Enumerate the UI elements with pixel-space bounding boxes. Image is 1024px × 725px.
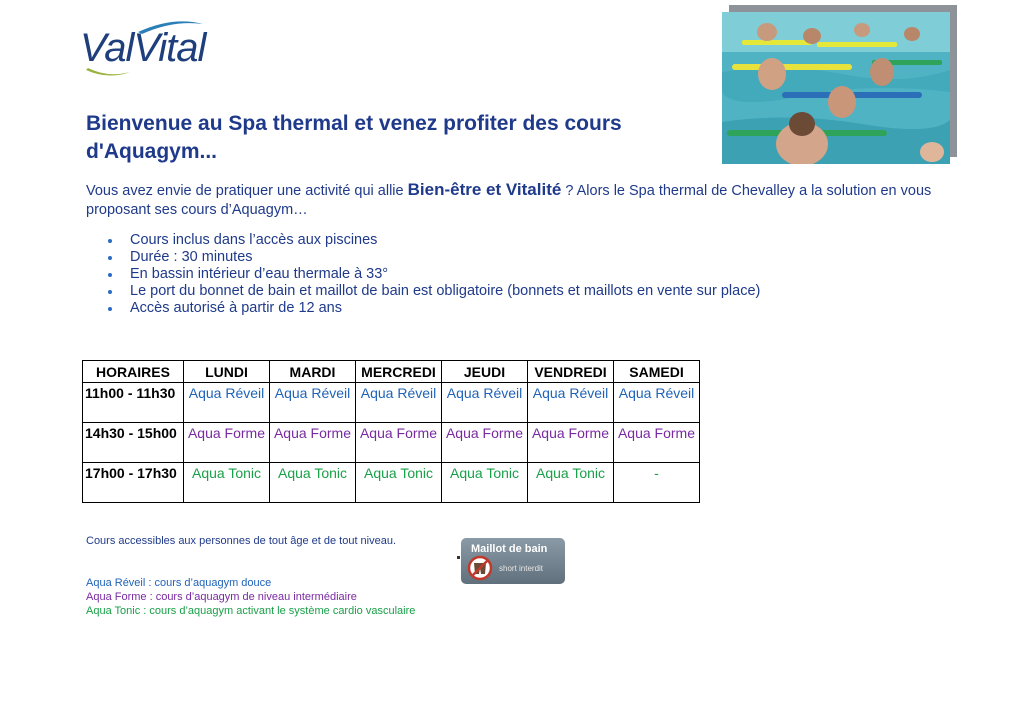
bullet-icon (108, 239, 112, 243)
class-cell: Aqua Réveil (184, 383, 270, 423)
class-cell: Aqua Tonic (270, 463, 356, 503)
class-cell: Aqua Réveil (270, 383, 356, 423)
class-legend (86, 576, 415, 618)
intro-text-start: Vous avez envie de pratiquer une activité qui allie (86, 183, 408, 199)
time-cell: 11h00 - 11h30 (83, 383, 184, 423)
valvital-logo (78, 14, 208, 84)
logo-text: ValVital (80, 26, 206, 70)
class-cell: Aqua Forme (270, 423, 356, 463)
time-cell: 17h00 - 17h30 (83, 463, 184, 503)
class-cell: Aqua Tonic (184, 463, 270, 503)
table-row (83, 423, 700, 463)
table-row (83, 383, 700, 423)
list-item: Cours inclus dans l’accès aux piscines (108, 232, 760, 249)
table-header-row (83, 361, 700, 383)
badge-title: Maillot de bain (471, 543, 548, 555)
class-cell: Aqua Forme (614, 423, 700, 463)
bullet-icon (108, 273, 112, 277)
class-cell: Aqua Réveil (356, 383, 442, 423)
class-cell: - (614, 463, 700, 503)
class-cell: Aqua Forme (184, 423, 270, 463)
class-cell: Aqua Réveil (614, 383, 700, 423)
access-note: Cours accessibles aux personnes de tout âge et de tout niveau. (86, 535, 397, 547)
class-cell: Aqua Réveil (528, 383, 614, 423)
list-item: Durée : 30 minutes (108, 249, 760, 266)
header-vendredi: VENDREDI (528, 361, 614, 383)
header-jeudi: JEUDI (442, 361, 528, 383)
legend-item-reveil: Aqua Réveil : cours d’aquagym douce (86, 577, 272, 589)
time-cell: 14h30 - 15h00 (83, 423, 184, 463)
list-item: En bassin intérieur d’eau thermale à 33° (108, 266, 760, 283)
class-cell: Aqua Forme (528, 423, 614, 463)
swimwear-badge (461, 538, 565, 584)
intro-text-end: ? Alors le Spa thermal de Chevalley a la solution en vous proposant ses cours d’Aquagym… (86, 183, 932, 218)
legend-item-forme: Aqua Forme : cours d’aquagym de niveau intermédiaire (86, 591, 357, 603)
class-cell: Aqua Forme (442, 423, 528, 463)
header-mercredi: MERCREDI (356, 361, 442, 383)
class-cell: Aqua Forme (356, 423, 442, 463)
header-mardi: MARDI (270, 361, 356, 383)
list-item: Le port du bonnet de bain et maillot de bain est obligatoire (bonnets et maillots en vente sur place) (108, 283, 760, 300)
intro-paragraph (86, 180, 956, 220)
list-item: Accès autorisé à partir de 12 ans (108, 300, 760, 317)
table-row (83, 463, 700, 503)
bullet-icon (108, 307, 112, 311)
aquagym-photo (722, 12, 950, 164)
bullet-icon (457, 556, 460, 559)
badge-subtitle: short interdit (499, 564, 544, 573)
info-list (108, 232, 760, 317)
header-samedi: SAMEDI (614, 361, 700, 383)
no-shorts-icon (467, 555, 493, 581)
bullet-icon (108, 256, 112, 260)
class-cell: Aqua Réveil (442, 383, 528, 423)
header-horaires: HORAIRES (83, 361, 184, 383)
header-lundi: LUNDI (184, 361, 270, 383)
schedule-table (82, 360, 700, 503)
intro-highlight: Bien-être et Vitalité (407, 180, 562, 199)
legend-item-tonic: Aqua Tonic : cours d’aquagym activant le système cardio vasculaire (86, 605, 416, 617)
page-title: Bienvenue au Spa thermal et venez profiter des cours d'Aquagym... (86, 112, 622, 163)
bullet-icon (108, 290, 112, 294)
class-cell: Aqua Tonic (442, 463, 528, 503)
class-cell: Aqua Tonic (356, 463, 442, 503)
class-cell: Aqua Tonic (528, 463, 614, 503)
